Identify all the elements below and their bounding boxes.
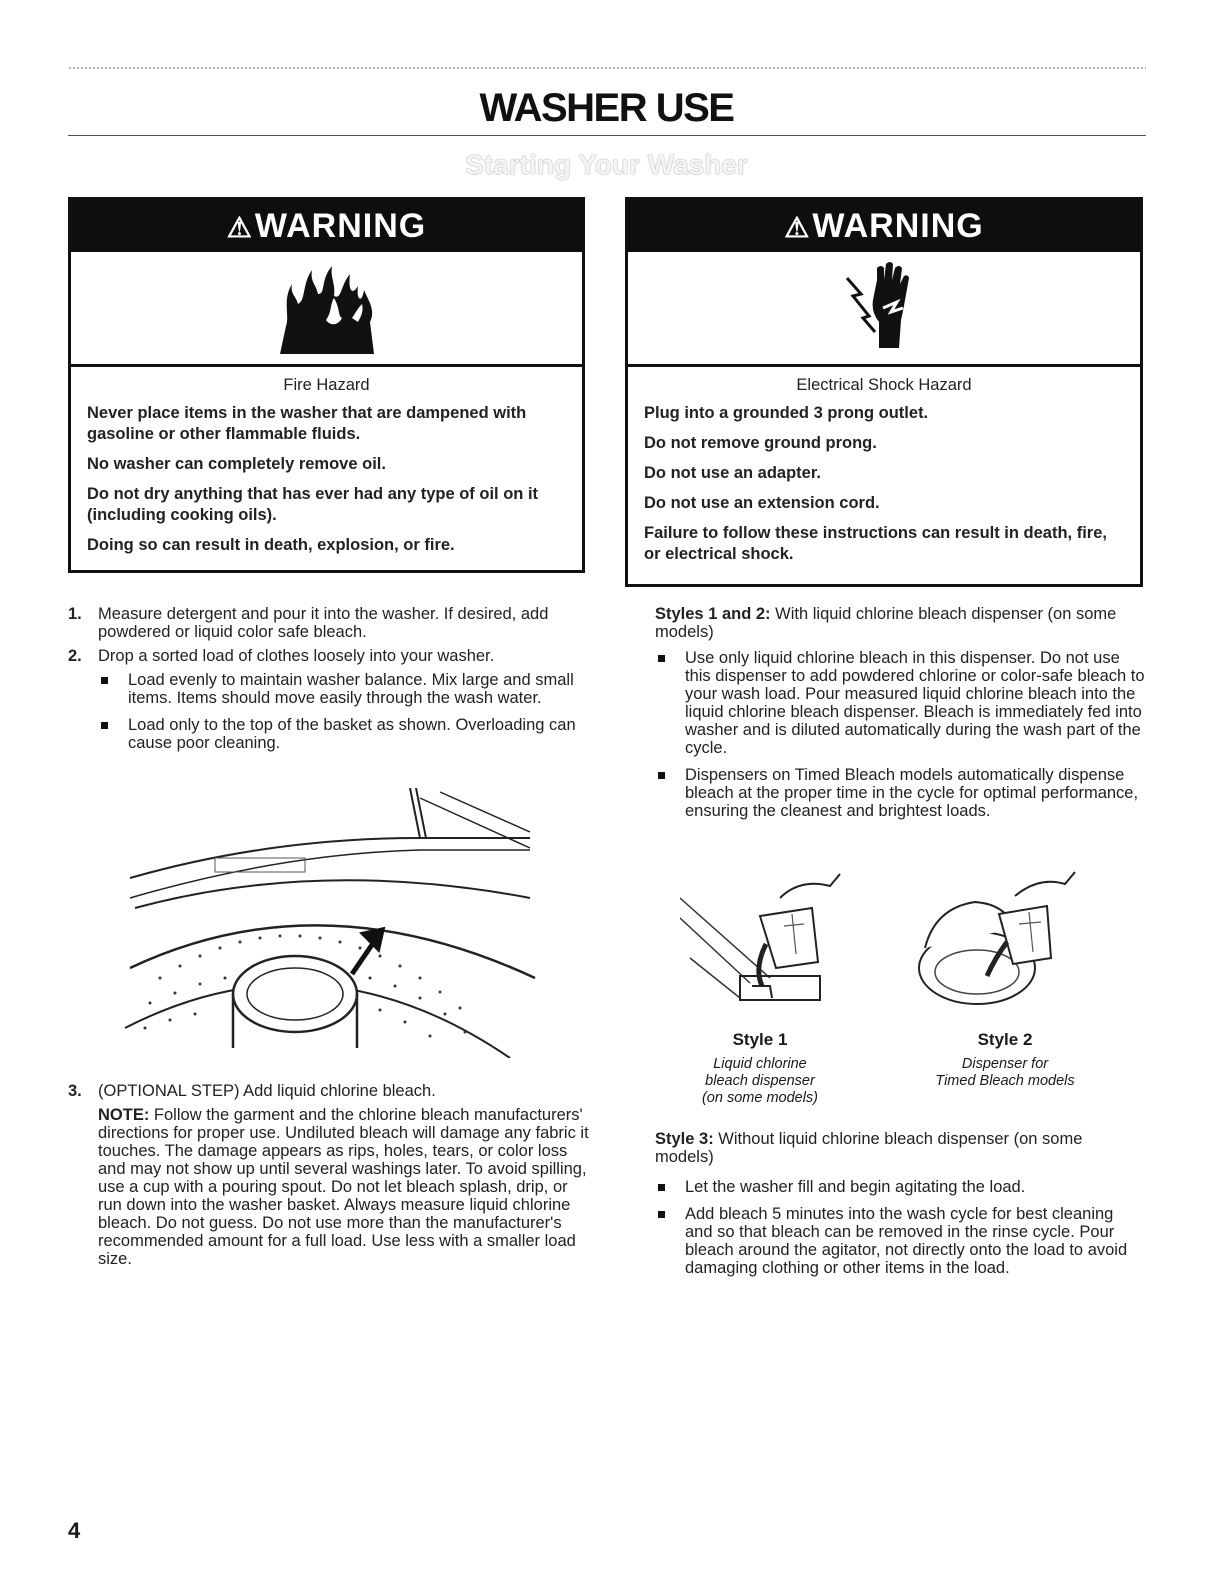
warning-line: Do not use an adapter.: [644, 464, 821, 482]
warning-line: Doing so can result in death, explosion, or fire.: [87, 536, 455, 554]
step-3: 3. (OPTIONAL STEP) Add liquid chlorine bleach. NOTE: Follow the garment and the chlorine bleach manufacturers' directions for proper use. Undiluted bleach will damage any fabric it touches. The damage appears as rips, holes, tears, or color loss and may not show up until several washings later. To avoid spilling, use a cup with a pouring spout. Do not let bleach splash, drip, or run down into the washer basket. Always measure liquid chlorine bleach. Do not guess. Do not use more than the manufacturer's recommended amount for a full load. Use less with a smaller load size.: [68, 1082, 593, 1268]
hazard-title: Electrical Shock Hazard: [796, 376, 972, 394]
hazard-title: Fire Hazard: [283, 376, 370, 394]
header-rule: [68, 135, 1146, 136]
list-item: Load evenly to maintain washer balance. Mix large and small items. Items should move easily through the wash water.: [98, 671, 593, 707]
warning-heading: ⚠WARNING: [71, 200, 582, 252]
warning-heading: ⚠WARNING: [628, 200, 1140, 252]
list-item: Add bleach 5 minutes into the wash cycle for best cleaning and so that bleach can be removed in the rinse cycle. Pour bleach around the agitator, not directly onto the load to avoid damaging clothing or other items in the load.: [655, 1205, 1145, 1277]
style-3-lead: Style 3: Without liquid chlorine bleach dispenser (on some models): [655, 1130, 1083, 1166]
bleach-note: NOTE: Follow the garment and the chlorine bleach manufacturers' directions for proper use. Undiluted bleach will damage any fabric it touches. The damage appears as rips, holes, tears, or color loss and may not show up until several washings later. To avoid spilling, use a cup with a pouring spout. Do not let bleach splash, drip, or run down into the washer basket. Always measure liquid chlorine bleach. Do not guess. Do not use more than the manufacturer's recommended amount for a full load. Use less with a smaller load size.: [98, 1106, 589, 1268]
left-column: [68, 605, 593, 761]
styles-1-2-lead: Styles 1 and 2: With liquid chlorine bleach dispenser (on some models): [655, 605, 1117, 641]
warning-line: Do not use an extension cord.: [644, 494, 880, 512]
washer-basket-illustration: [120, 788, 540, 1058]
warning-line: Do not remove ground prong.: [644, 434, 877, 452]
header-dotted-rule: [68, 66, 1146, 71]
fire-icon: [71, 252, 582, 367]
step-1: 1. Measure detergent and pour it into the washer. If desired, add powdered or liquid color safe bleach.: [68, 605, 549, 641]
warning-line: Failure to follow these instructions can result in death, fire, or electrical shock.: [644, 524, 1107, 563]
warning-line: Never place items in the washer that are dampened with gasoline or other flammable fluids.: [87, 404, 527, 443]
style-1-dispenser-illustration: [680, 858, 845, 1008]
list-item: Load only to the top of the basket as shown. Overloading can cause poor cleaning.: [98, 716, 593, 752]
shock-warning-box: [625, 197, 1143, 587]
page-title: WASHER USE: [479, 86, 734, 130]
warning-triangle-icon: ⚠: [784, 212, 811, 243]
style-1-caption: Style 1 Liquid chlorine bleach dispenser (on some models): [701, 1030, 819, 1106]
electric-shock-icon: [628, 252, 1140, 367]
list-item: Let the washer fill and begin agitating the load.: [655, 1178, 1145, 1196]
warning-line: Plug into a grounded 3 prong outlet.: [644, 404, 929, 422]
fire-warning-box: [68, 197, 585, 573]
style-2-caption: Style 2 Dispenser for Timed Bleach models: [935, 1030, 1075, 1089]
page-number: 4: [68, 1518, 81, 1543]
step-2: 2. Drop a sorted load of clothes loosely into your washer.: [68, 647, 495, 665]
warning-line: Do not dry anything that has ever had any type of oil on it (including cooking oils).: [87, 485, 539, 524]
list-item: Dispensers on Timed Bleach models automatically dispense bleach at the proper time in the cycle for optimal performance, ensuring the cleanest and brightest loads.: [655, 766, 1145, 820]
warning-line: No washer can completely remove oil.: [87, 455, 386, 473]
list-item: Use only liquid chlorine bleach in this dispenser. Do not use this dispenser to add powdered chlorine or color-safe bleach to your wash load. Pour measured liquid chlorine bleach into the liquid chlorine bleach dispenser. Bleach is immediately fed into washer and is diluted automatically during the wash part of the cycle.: [655, 649, 1145, 757]
style-2-dispenser-illustration: [915, 858, 1080, 1008]
right-column-bottom: [655, 1130, 1145, 1286]
section-subtitle: Starting Your Washer: [465, 149, 748, 180]
warning-triangle-icon: ⚠: [226, 212, 253, 243]
right-column-top: [655, 605, 1145, 829]
